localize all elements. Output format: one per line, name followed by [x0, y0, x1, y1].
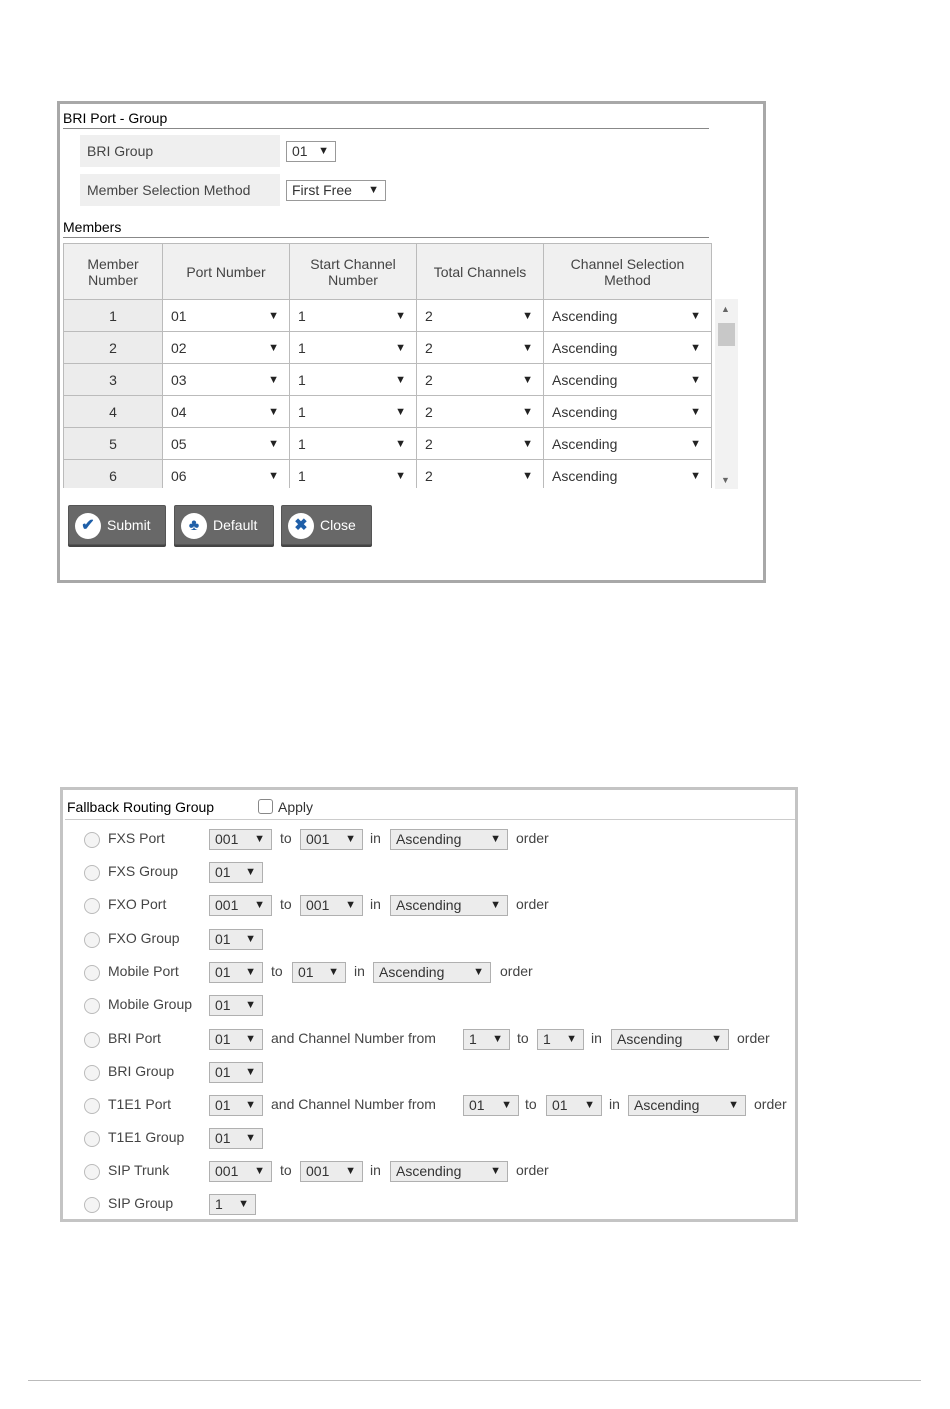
chevron-down-icon: ▼	[522, 470, 533, 482]
apply-checkbox[interactable]	[258, 799, 273, 814]
select-value: 06	[171, 468, 187, 484]
channel-to-select[interactable]	[546, 1095, 602, 1116]
bri-port-group-panel	[57, 101, 766, 583]
member-number-cell: 6	[64, 460, 163, 489]
channel-method-select-value	[552, 340, 701, 356]
chevron-down-icon: ▼	[268, 310, 279, 322]
port-number-select-value	[171, 404, 279, 420]
chevron-down-icon: ▼	[245, 1099, 256, 1111]
chevron-down-icon: ▼	[395, 310, 406, 322]
channel-method-select-value	[552, 308, 701, 324]
range-to-select[interactable]	[300, 1161, 363, 1182]
channel-method-select-value	[552, 468, 701, 484]
select-value: 01	[215, 1031, 231, 1047]
chevron-down-icon: ▼	[318, 145, 329, 157]
option-radio[interactable]	[84, 1164, 100, 1180]
option-radio[interactable]	[84, 1197, 100, 1213]
table-row	[64, 396, 712, 428]
submit-button[interactable]: ✔ Submit	[68, 505, 166, 545]
channel-from-text: and Channel Number from	[271, 1030, 436, 1046]
port-select[interactable]	[209, 1029, 263, 1050]
option-label: FXS Port	[108, 830, 165, 846]
start-channel-select[interactable]	[290, 300, 417, 332]
range-to-select[interactable]	[300, 829, 363, 850]
start-channel-select-value	[298, 468, 406, 484]
select-value: Ascending	[379, 964, 445, 980]
col-channel-selection: Channel Selection Method	[544, 244, 712, 300]
select-value: 01	[298, 964, 314, 980]
select-value: 01	[215, 1097, 231, 1113]
start-channel-select-value	[298, 372, 406, 388]
start-channel-select-value	[298, 308, 406, 324]
range-from-select[interactable]	[209, 1161, 272, 1182]
channel-method-select[interactable]	[544, 428, 712, 460]
channel-from-select[interactable]	[463, 1029, 510, 1050]
option-label: T1E1 Group	[108, 1129, 185, 1145]
channel-method-select[interactable]	[544, 332, 712, 364]
order-text: order	[754, 1096, 787, 1112]
bri-group-label: BRI Group	[80, 135, 280, 167]
select-value: 01	[215, 864, 231, 880]
select-value: Ascending	[552, 340, 618, 356]
channel-method-select[interactable]	[544, 364, 712, 396]
total-channels-select-value	[425, 404, 533, 420]
total-channels-select[interactable]	[417, 364, 544, 396]
chevron-down-icon: ▼	[254, 899, 265, 911]
start-channel-select[interactable]	[290, 364, 417, 396]
channel-method-select-value	[552, 436, 701, 452]
chevron-down-icon: ▼	[473, 966, 484, 978]
chevron-down-icon: ▼	[584, 1099, 595, 1111]
select-value: 01	[215, 931, 231, 947]
chevron-down-icon: ▼	[254, 1165, 265, 1177]
chevron-down-icon: ▼	[328, 966, 339, 978]
select-value: 2	[425, 308, 433, 324]
select-value: Ascending	[552, 436, 618, 452]
select-value: 01	[552, 1097, 568, 1113]
member-number-cell: 1	[64, 300, 163, 332]
option-label: FXO Port	[108, 896, 167, 912]
group-select[interactable]	[209, 1128, 263, 1149]
select-value: 1	[298, 340, 306, 356]
close-icon: ✖	[288, 513, 314, 539]
order-select[interactable]	[611, 1029, 729, 1050]
fallback-row	[63, 1193, 798, 1217]
fallback-row	[63, 928, 798, 952]
member-number-cell: 4	[64, 396, 163, 428]
port-number-select[interactable]	[163, 396, 290, 428]
to-text: to	[517, 1030, 529, 1046]
channel-to-select[interactable]	[537, 1029, 584, 1050]
total-channels-select[interactable]	[417, 460, 544, 489]
option-label: Mobile Port	[108, 963, 179, 979]
order-select[interactable]	[373, 962, 491, 983]
table-row	[64, 364, 712, 396]
select-value: 01	[215, 1130, 231, 1146]
option-radio[interactable]	[84, 832, 100, 848]
select-value: 1	[298, 436, 306, 452]
port-number-select-value	[171, 340, 279, 356]
fallback-row	[63, 1127, 798, 1151]
apply-label: Apply	[278, 799, 314, 815]
range-to-select[interactable]	[300, 895, 363, 916]
chevron-down-icon: ▼	[345, 899, 356, 911]
order-text: order	[516, 1162, 549, 1178]
fallback-row	[63, 1094, 798, 1118]
chevron-down-icon: ▼	[711, 1033, 722, 1045]
in-text: in	[370, 830, 381, 846]
table-row	[64, 460, 712, 489]
divider	[65, 819, 795, 820]
option-radio[interactable]	[84, 1098, 100, 1114]
order-text: order	[500, 963, 533, 979]
group-select[interactable]	[209, 862, 263, 883]
select-value: 001	[306, 897, 330, 913]
table-row	[64, 300, 712, 332]
fallback-row	[63, 828, 798, 852]
select-value: 01	[171, 308, 187, 324]
select-value: 1	[298, 372, 306, 388]
total-channels-select-value	[425, 436, 533, 452]
select-value: 2	[425, 404, 433, 420]
fallback-routing-panel	[60, 787, 798, 1222]
port-number-select-value	[171, 308, 279, 324]
to-text: to	[280, 830, 292, 846]
in-text: in	[354, 963, 365, 979]
fallback-row	[63, 1061, 798, 1085]
select-value: 001	[215, 897, 239, 913]
fallback-row	[63, 894, 798, 918]
chevron-down-icon: ▼	[690, 310, 701, 322]
check-icon: ✔	[75, 513, 101, 539]
total-channels-select-value	[425, 308, 533, 324]
scroll-up-icon[interactable]: ▲	[721, 304, 730, 314]
channel-method-select-value	[552, 404, 701, 420]
table-scrollbar[interactable]	[715, 299, 738, 489]
select-value: Ascending	[396, 1163, 462, 1179]
select-value: 001	[215, 831, 239, 847]
option-radio[interactable]	[84, 1065, 100, 1081]
fallback-row	[63, 861, 798, 885]
order-select[interactable]	[628, 1095, 746, 1116]
select-value: 001	[306, 831, 330, 847]
total-channels-select-value	[425, 340, 533, 356]
select-value: 03	[171, 372, 187, 388]
fallback-row	[63, 1160, 798, 1184]
option-radio[interactable]	[84, 932, 100, 948]
select-value: Ascending	[552, 308, 618, 324]
chevron-down-icon: ▼	[268, 342, 279, 354]
in-text: in	[370, 896, 381, 912]
total-channels-select-value	[425, 372, 533, 388]
chevron-down-icon: ▼	[254, 833, 265, 845]
port-number-select[interactable]	[163, 332, 290, 364]
option-label: BRI Port	[108, 1030, 161, 1046]
select-value: Ascending	[617, 1031, 683, 1047]
range-to-select[interactable]	[292, 962, 346, 983]
port-number-select-value	[171, 372, 279, 388]
select-value: 2	[425, 468, 433, 484]
members-title: Members	[63, 219, 709, 238]
port-number-select[interactable]	[163, 364, 290, 396]
select-value: 2	[425, 372, 433, 388]
select-value: Ascending	[552, 404, 618, 420]
order-select[interactable]	[390, 1161, 508, 1182]
chevron-down-icon: ▼	[728, 1099, 739, 1111]
port-number-select-value	[171, 468, 279, 484]
select-value: 1	[215, 1196, 223, 1212]
default-icon: ♣	[181, 513, 207, 539]
option-label: SIP Trunk	[108, 1162, 170, 1178]
select-value: 01	[215, 997, 231, 1013]
range-from-select[interactable]	[209, 829, 272, 850]
chevron-down-icon: ▼	[395, 406, 406, 418]
chevron-down-icon: ▼	[268, 406, 279, 418]
select-value: Ascending	[552, 468, 618, 484]
chevron-down-icon: ▼	[690, 470, 701, 482]
in-text: in	[591, 1030, 602, 1046]
chevron-down-icon: ▼	[522, 310, 533, 322]
total-channels-select[interactable]	[417, 332, 544, 364]
option-label: FXO Group	[108, 930, 180, 946]
table-row	[64, 332, 712, 364]
select-value: 1	[543, 1031, 551, 1047]
chevron-down-icon: ▼	[566, 1033, 577, 1045]
select-value: 2	[425, 436, 433, 452]
fallback-row	[63, 1028, 798, 1052]
channel-method-select[interactable]	[544, 300, 712, 332]
channel-method-select-value	[552, 372, 701, 388]
channel-from-select[interactable]	[463, 1095, 519, 1116]
fallback-row	[63, 961, 798, 985]
start-channel-select-value	[298, 404, 406, 420]
select-value: 001	[215, 1163, 239, 1179]
port-number-select[interactable]	[163, 460, 290, 489]
scrollbar-thumb[interactable]	[718, 323, 735, 346]
chevron-down-icon: ▼	[345, 1165, 356, 1177]
select-value: Ascending	[634, 1097, 700, 1113]
order-text: order	[516, 896, 549, 912]
to-text: to	[280, 1162, 292, 1178]
option-radio[interactable]	[84, 998, 100, 1014]
order-text: order	[516, 830, 549, 846]
order-select[interactable]	[390, 829, 508, 850]
chevron-down-icon: ▼	[690, 342, 701, 354]
total-channels-select[interactable]	[417, 300, 544, 332]
channel-from-text: and Channel Number from	[271, 1096, 436, 1112]
chevron-down-icon: ▼	[245, 966, 256, 978]
start-channel-select-value	[298, 436, 406, 452]
col-port-number: Port Number	[163, 244, 290, 300]
member-number-cell: 5	[64, 428, 163, 460]
select-value: Ascending	[396, 831, 462, 847]
option-label: Mobile Group	[108, 996, 193, 1012]
chevron-down-icon: ▼	[490, 899, 501, 911]
chevron-down-icon: ▼	[522, 374, 533, 386]
select-value: 1	[298, 308, 306, 324]
group-select[interactable]	[209, 1194, 256, 1215]
members-table	[63, 243, 712, 488]
to-text: to	[525, 1096, 537, 1112]
range-from-select[interactable]	[209, 895, 272, 916]
member-number-cell: 3	[64, 364, 163, 396]
select-value: 1	[469, 1031, 477, 1047]
chevron-down-icon: ▼	[245, 1066, 256, 1078]
option-label: BRI Group	[108, 1063, 175, 1079]
chevron-down-icon: ▼	[245, 999, 256, 1011]
close-button[interactable]: ✖ Close	[281, 505, 372, 545]
chevron-down-icon: ▼	[238, 1198, 249, 1210]
total-channels-select[interactable]	[417, 428, 544, 460]
col-start-channel: Start Channel Number	[290, 244, 417, 300]
chevron-down-icon: ▼	[522, 342, 533, 354]
chevron-down-icon: ▼	[690, 406, 701, 418]
chevron-down-icon: ▼	[245, 933, 256, 945]
chevron-down-icon: ▼	[245, 1132, 256, 1144]
select-value: 1	[298, 468, 306, 484]
port-select[interactable]	[209, 1095, 263, 1116]
chevron-down-icon: ▼	[395, 438, 406, 450]
select-value: 1	[298, 404, 306, 420]
channel-method-select[interactable]	[544, 396, 712, 428]
in-text: in	[370, 1162, 381, 1178]
select-value: 04	[171, 404, 187, 420]
order-text: order	[737, 1030, 770, 1046]
chevron-down-icon: ▼	[690, 438, 701, 450]
col-total-channels: Total Channels	[417, 244, 544, 300]
member-number-cell: 2	[64, 332, 163, 364]
start-channel-select[interactable]	[290, 428, 417, 460]
bri-group-select[interactable]: 01 ▼	[286, 141, 336, 162]
chevron-down-icon: ▼	[492, 1033, 503, 1045]
chevron-down-icon: ▼	[690, 374, 701, 386]
option-label: T1E1 Port	[108, 1096, 172, 1112]
group-select[interactable]	[209, 929, 263, 950]
port-number-select-value	[171, 436, 279, 452]
select-value: Ascending	[396, 897, 462, 913]
group-select[interactable]	[209, 1062, 263, 1083]
chevron-down-icon: ▼	[501, 1099, 512, 1111]
members-table-viewport	[63, 243, 736, 488]
option-radio[interactable]	[84, 1032, 100, 1048]
to-text: to	[280, 896, 292, 912]
option-label: FXS Group	[108, 863, 179, 879]
select-value: Ascending	[552, 372, 618, 388]
port-number-select[interactable]	[163, 300, 290, 332]
chevron-down-icon: ▼	[245, 1033, 256, 1045]
chevron-down-icon: ▼	[245, 866, 256, 878]
page-footer-divider	[28, 1380, 921, 1381]
select-value: 01	[215, 1064, 231, 1080]
option-radio[interactable]	[84, 965, 100, 981]
chevron-down-icon: ▼	[395, 342, 406, 354]
option-radio[interactable]	[84, 898, 100, 914]
member-selection-select[interactable]: First Free ▼	[286, 180, 386, 201]
fallback-title: Fallback Routing Group	[67, 799, 215, 815]
col-member-number: Member Number	[64, 244, 163, 300]
select-value: 001	[306, 1163, 330, 1179]
chevron-down-icon: ▼	[345, 833, 356, 845]
select-value: 2	[425, 340, 433, 356]
start-channel-select-value	[298, 340, 406, 356]
chevron-down-icon: ▼	[522, 438, 533, 450]
range-from-select[interactable]	[209, 962, 263, 983]
start-channel-select[interactable]	[290, 396, 417, 428]
select-value: 01	[469, 1097, 485, 1113]
fallback-row	[63, 994, 798, 1018]
panel-title: BRI Port - Group	[63, 110, 709, 129]
chevron-down-icon: ▼	[268, 470, 279, 482]
chevron-down-icon: ▼	[268, 374, 279, 386]
start-channel-select[interactable]	[290, 332, 417, 364]
select-value: 05	[171, 436, 187, 452]
group-select[interactable]	[209, 995, 263, 1016]
chevron-down-icon: ▼	[395, 470, 406, 482]
table-row	[64, 428, 712, 460]
total-channels-select-value	[425, 468, 533, 484]
option-radio[interactable]	[84, 865, 100, 881]
select-value: 01	[215, 964, 231, 980]
chevron-down-icon: ▼	[268, 438, 279, 450]
member-selection-label: Member Selection Method	[80, 174, 280, 206]
default-button[interactable]: ♣ Default	[174, 505, 274, 545]
select-value: 02	[171, 340, 187, 356]
chevron-down-icon: ▼	[490, 833, 501, 845]
chevron-down-icon: ▼	[490, 1165, 501, 1177]
to-text: to	[271, 963, 283, 979]
port-number-select[interactable]	[163, 428, 290, 460]
scroll-down-icon[interactable]: ▼	[721, 475, 730, 485]
channel-method-select[interactable]	[544, 460, 712, 489]
order-select[interactable]	[390, 895, 508, 916]
in-text: in	[609, 1096, 620, 1112]
chevron-down-icon: ▼	[522, 406, 533, 418]
chevron-down-icon: ▼	[368, 184, 379, 196]
option-radio[interactable]	[84, 1131, 100, 1147]
start-channel-select[interactable]	[290, 460, 417, 489]
option-label: SIP Group	[108, 1195, 174, 1211]
total-channels-select[interactable]	[417, 396, 544, 428]
chevron-down-icon: ▼	[395, 374, 406, 386]
